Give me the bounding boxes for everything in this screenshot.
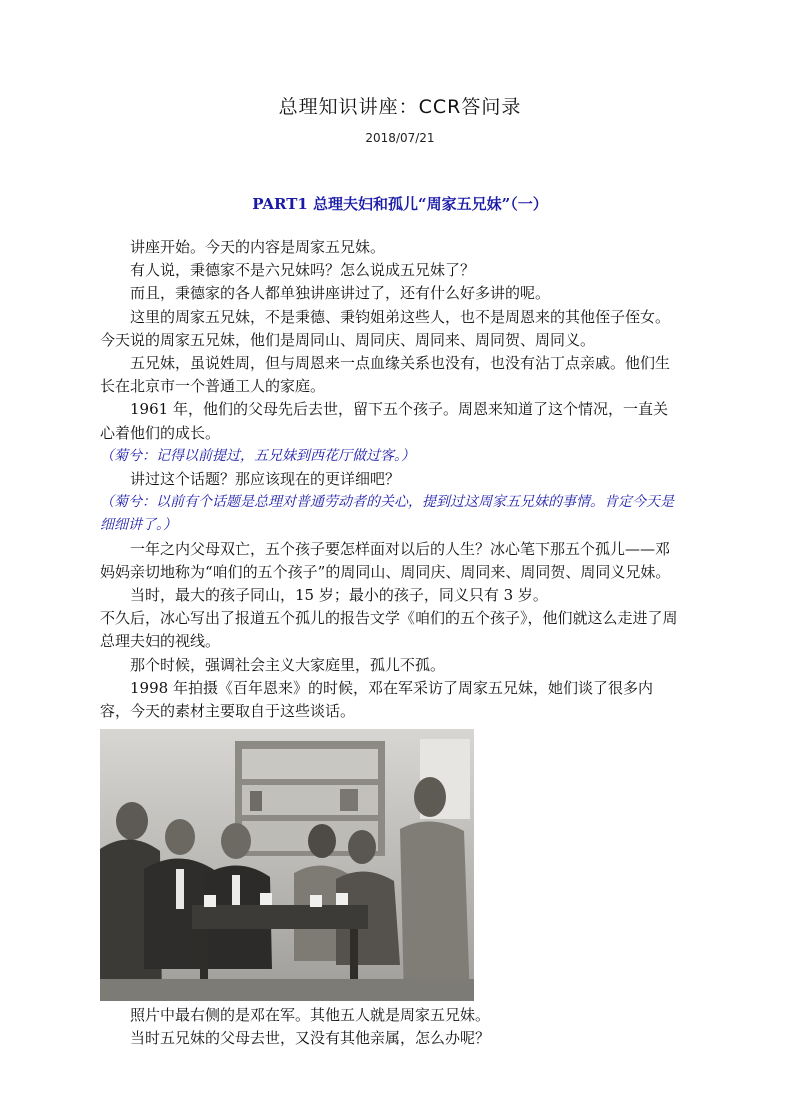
document-body [100, 236, 680, 1051]
paragraph: 1998 年拍摄《百年恩来》的时候，邓在军采访了周家五兄妹，她们谈了很多内容，今天的素材主要取自于这些谈话。 [100, 678, 653, 721]
group-photo-illustration [100, 729, 474, 1001]
paragraph: 这里的周家五兄妹，不是秉德、秉钧姐弟这些人，也不是周恩来的其他侄子侄女。今天说的周家五兄妹，他们是周同山、周同庆、周同来、周同贺、周同义。 [100, 307, 671, 349]
section-heading: PART1 总理夫妇和孤儿“周家五兄妹”（一） [252, 195, 548, 213]
paragraph: 1961 年，他们的父母先后去世，留下五个孩子。周恩来知道了这个情况，一直关心着他们的成长。 [100, 400, 668, 442]
document-title: 总理知识讲座：CCR答问录 [278, 96, 522, 118]
editor-note: （菊兮：以前有个话题是总理对普通劳动者的关心，提到过这周家五兄妹的事情。肯定今天是细细讲了。） [100, 494, 674, 534]
document-date: 2018/07/21 [365, 131, 435, 145]
paragraph: 不久后，冰心写出了报道五个孤儿的报告文学《咱们的五个孩子》，他们就这么走进了周总理夫妇的视线。 [100, 609, 678, 651]
paragraph: 五兄妹，虽说姓周，但与周恩来一点血缘关系也没有，也没有沾丁点亲戚。他们生长在北京市一个普通工人的家庭。 [100, 354, 671, 396]
paragraph: 那个时候，强调社会主义大家庭里，孤儿不孤。 [130, 655, 446, 674]
group-photo [100, 729, 474, 1001]
paragraph: 当时，最大的孩子同山，15 岁；最小的孩子，同义只有 3 岁。 [130, 586, 548, 605]
paragraph: 有人说，秉德家不是六兄妹吗？怎么说成五兄妹了？ [130, 261, 476, 280]
editor-note: （菊兮：记得以前提过，五兄妹到西花厅做过客。） [100, 447, 415, 464]
photo-caption: 照片中最右侧的是邓在军。其他五人就是周家五兄妹。 [130, 1006, 491, 1025]
paragraph: 一年之内父母双亡，五个孩子要怎样面对以后的人生？冰心笔下那五个孤儿——邓妈妈亲切地称为“咱们的五个孩子”的周同山、周同庆、周同来、周同贺、周同义兄妹。 [100, 539, 671, 581]
paragraph: 讲过这个话题？那应该现在的更详细吧？ [130, 470, 401, 489]
paragraph: 讲座开始。今天的内容是周家五兄妹。 [130, 238, 386, 256]
paragraph: 而且，秉德家的各人都单独讲座讲过了，还有什么好多讲的呢。 [130, 284, 551, 303]
paragraph: 当时五兄妹的父母去世，又没有其他亲属，怎么办呢？ [130, 1029, 491, 1048]
